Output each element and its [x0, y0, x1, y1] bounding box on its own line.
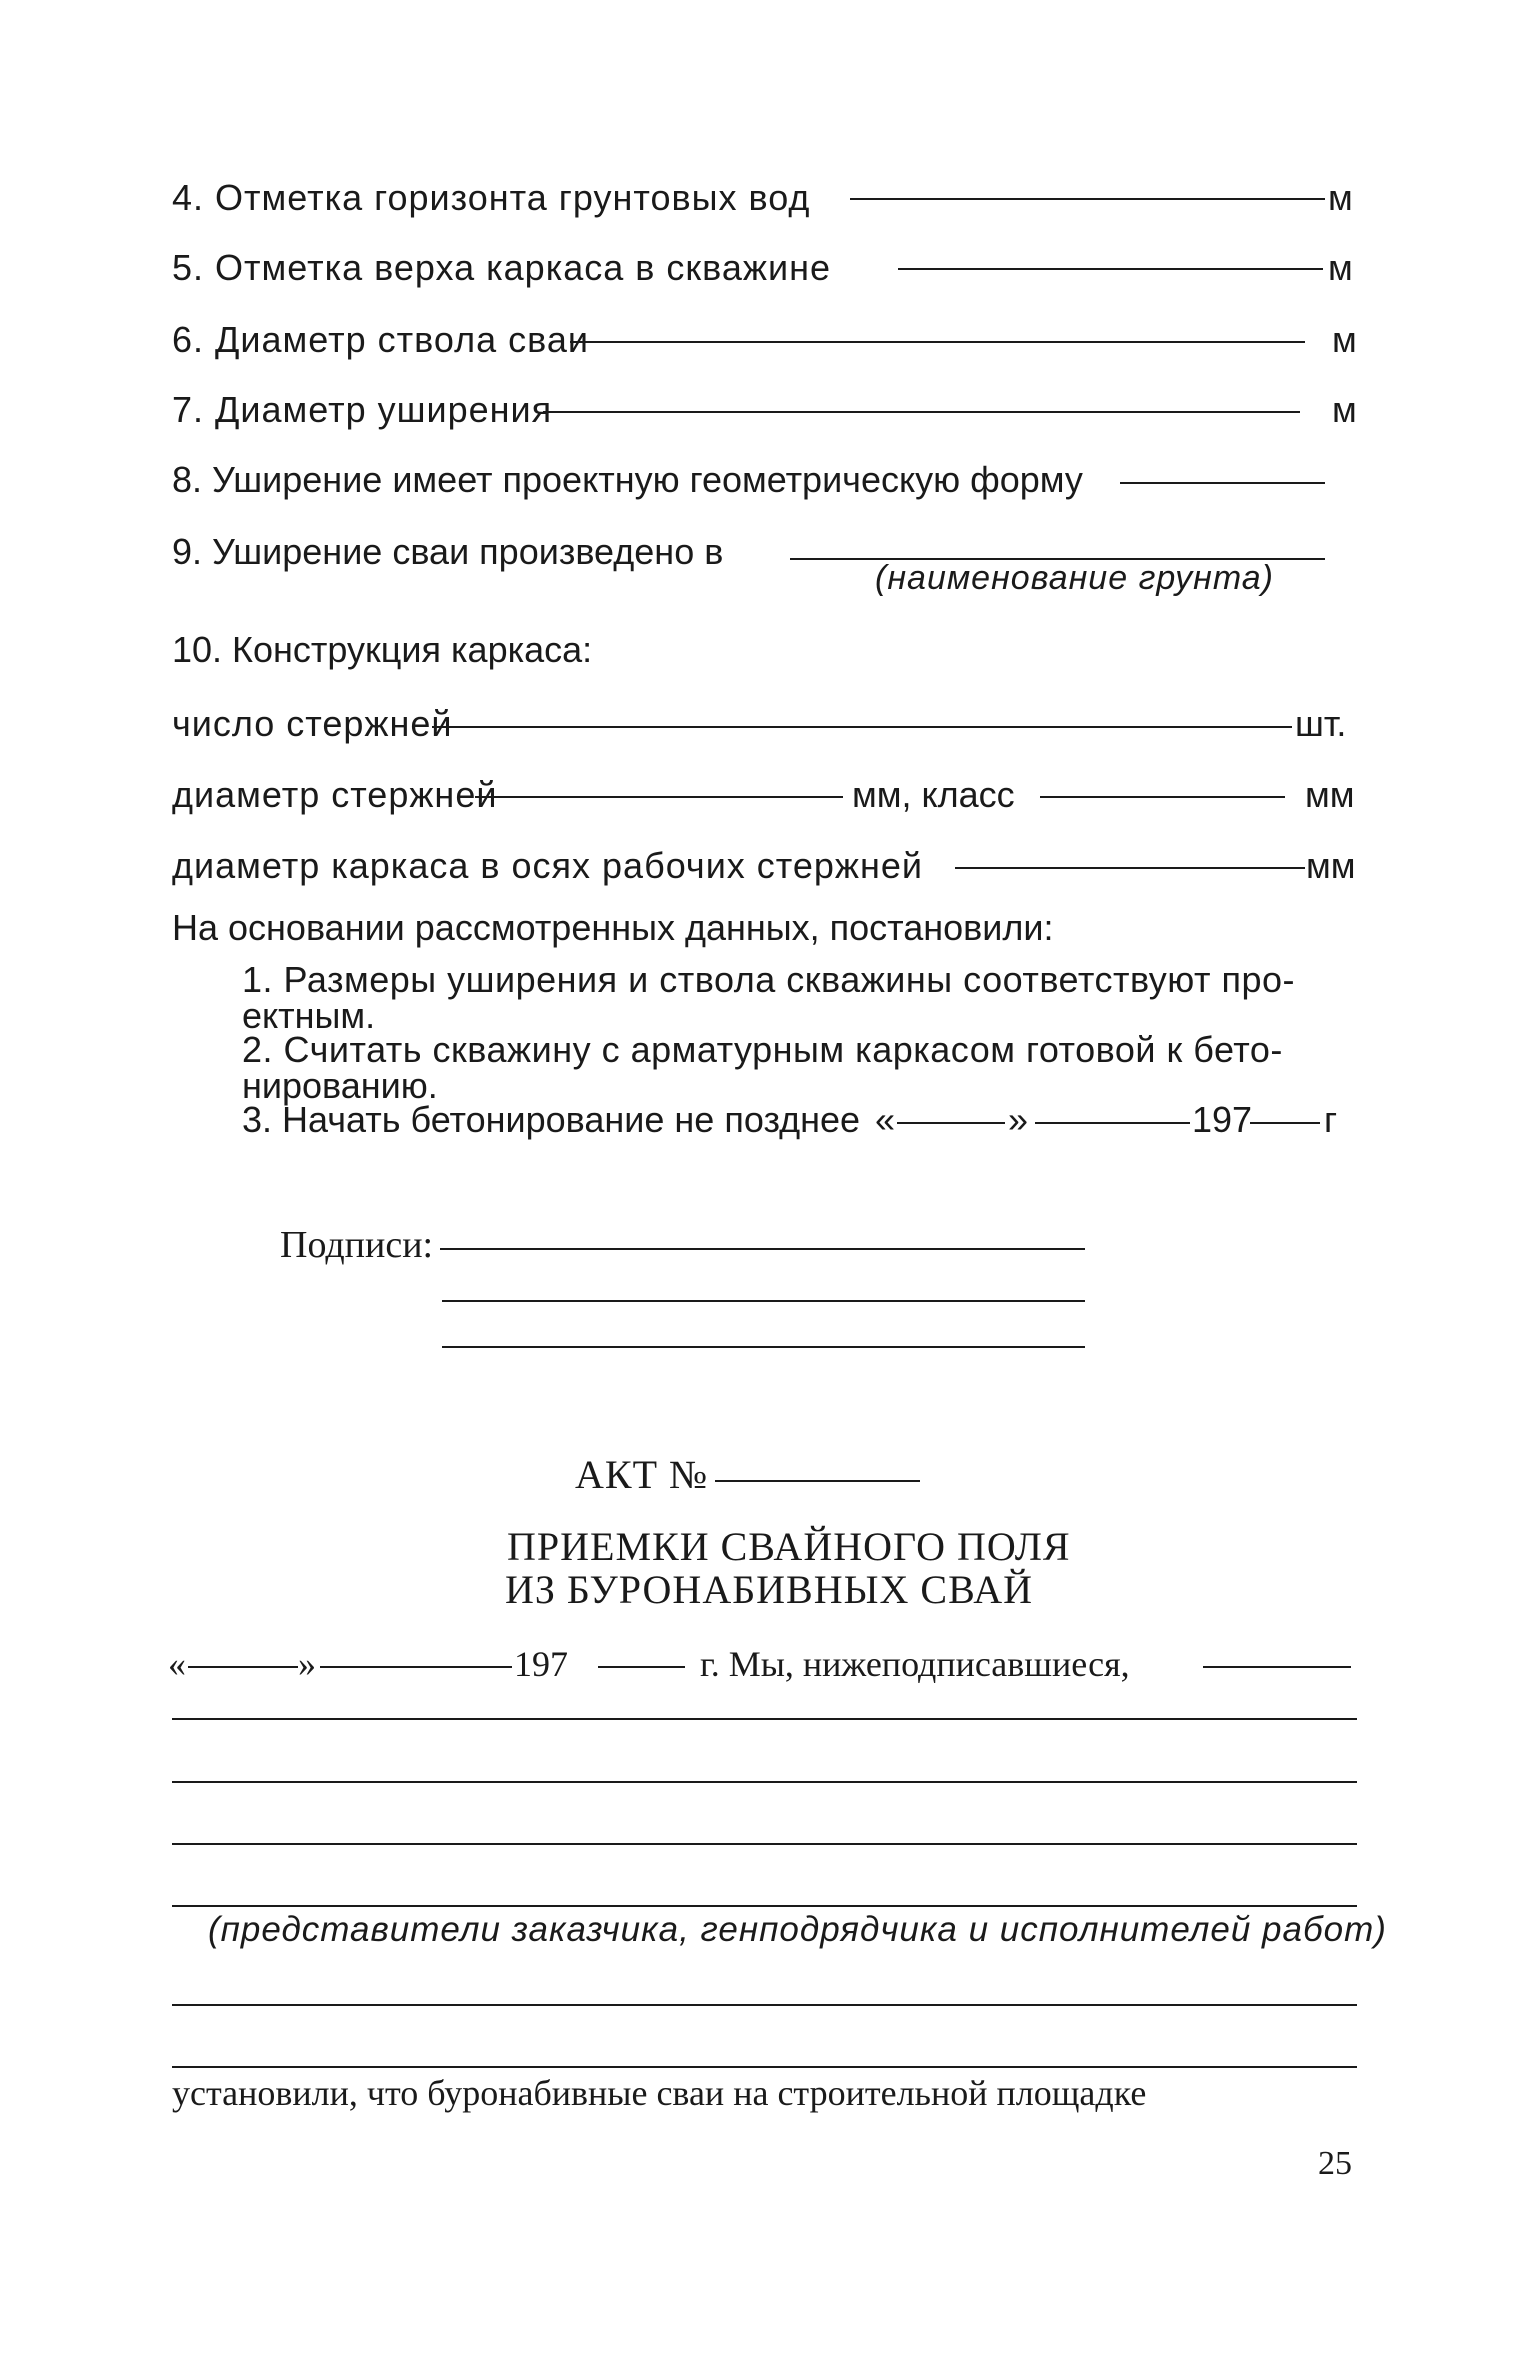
item4-fill-line	[850, 198, 1325, 200]
act-date-day-line	[188, 1666, 298, 1668]
decision-p3-year: 197	[1192, 1099, 1253, 1140]
act-date-year: 197	[514, 1644, 568, 1684]
item5-label: 5. Отметка верха каркаса в скважине	[172, 247, 832, 288]
page-number: 25	[1318, 2145, 1352, 2182]
decision-p1-line2: ектным.	[242, 995, 376, 1036]
representatives-line-3	[172, 1843, 1357, 1845]
rods-count-label: число стержней	[172, 703, 453, 744]
rods-diameter-label: диаметр стержней	[172, 774, 498, 815]
rods-class-unit: мм	[1305, 774, 1355, 815]
decision-p2-line1: 2. Считать скважину с арматурным каркасом готовой к бето-	[242, 1029, 1283, 1070]
decision-p3-open-quote: «	[875, 1099, 896, 1140]
representatives-line-1	[172, 1718, 1357, 1720]
act-date-close-quote: »	[298, 1644, 316, 1684]
item8-fill-line	[1120, 482, 1325, 484]
act-final-line: установили, что буронабивные сваи на строительной площадке	[172, 2073, 1147, 2113]
item7-label: 7. Диаметр уширения	[172, 389, 553, 430]
rods-class-fill-line	[1040, 796, 1285, 798]
rods-diameter-fill-line	[475, 796, 843, 798]
frame-diameter-unit: мм	[1306, 845, 1356, 886]
decision-p3-label: 3. Начать бетонирование не позднее	[242, 1099, 861, 1140]
frame-diameter-fill-line	[955, 867, 1305, 869]
decision-p3-year-line	[1250, 1122, 1320, 1124]
signature-line-2	[442, 1300, 1085, 1302]
representatives-line-6	[172, 2066, 1357, 2068]
item9-label: 9. Уширение сваи произведено в	[172, 531, 724, 572]
act-title-line1: ПРИЕМКИ СВАЙНОГО ПОЛЯ	[507, 1524, 1071, 1569]
item8-label: 8. Уширение имеет проектную геометрическую форму	[172, 459, 1083, 500]
item7-unit: м	[1332, 389, 1357, 430]
decision-p3-month-line	[1035, 1122, 1190, 1124]
item5-fill-line	[898, 268, 1323, 270]
act-number-label: АКТ №	[575, 1452, 709, 1497]
act-date-open-quote: «	[168, 1644, 186, 1684]
rods-count-fill-line	[432, 726, 1292, 728]
decision-intro: На основании рассмотренных данных, постановили:	[172, 907, 1054, 948]
act-number-line	[715, 1480, 920, 1482]
signature-line-3	[442, 1346, 1085, 1348]
item4-label: 4. Отметка горизонта грунтовых вод	[172, 177, 811, 218]
act-date-month-line	[320, 1666, 512, 1668]
representatives-line-4	[172, 1905, 1357, 1907]
signature-line-1	[440, 1248, 1085, 1250]
frame-diameter-label: диаметр каркаса в осях рабочих стержней	[172, 845, 924, 886]
rods-count-unit: шт.	[1295, 703, 1347, 744]
act-title-line2: ИЗ БУРОНАБИВНЫХ СВАЙ	[505, 1567, 1034, 1612]
representatives-line-5	[172, 2004, 1357, 2006]
item10-label: 10. Конструкция каркаса:	[172, 629, 593, 670]
representatives-caption: (представители заказчика, генподрядчика и исполнителей работ)	[208, 1910, 1387, 1949]
decision-p3-day-line	[897, 1122, 1005, 1124]
signatures-label: Подписи:	[280, 1224, 434, 1266]
item6-unit: м	[1332, 319, 1357, 360]
item6-fill-line	[570, 341, 1305, 343]
rods-diameter-unit: мм, класс	[852, 774, 1015, 815]
decision-p1-line1: 1. Размеры уширения и ствола скважины соответствуют про-	[242, 959, 1295, 1000]
representatives-line-2	[172, 1781, 1357, 1783]
act-date-year-line	[598, 1666, 685, 1668]
item4-unit: м	[1328, 177, 1353, 218]
act-date-tail-line	[1203, 1666, 1351, 1668]
item9-caption: (наименование грунта)	[875, 559, 1275, 597]
item7-fill-line	[543, 411, 1300, 413]
decision-p3-close-quote: »	[1008, 1099, 1029, 1140]
act-date-suffix: г. Мы, нижеподписавшиеся,	[700, 1644, 1130, 1684]
item5-unit: м	[1328, 247, 1353, 288]
decision-p2-line2: нированию.	[242, 1065, 438, 1106]
item6-label: 6. Диаметр ствола сваи	[172, 319, 589, 360]
decision-p3-suffix: г	[1324, 1099, 1338, 1140]
